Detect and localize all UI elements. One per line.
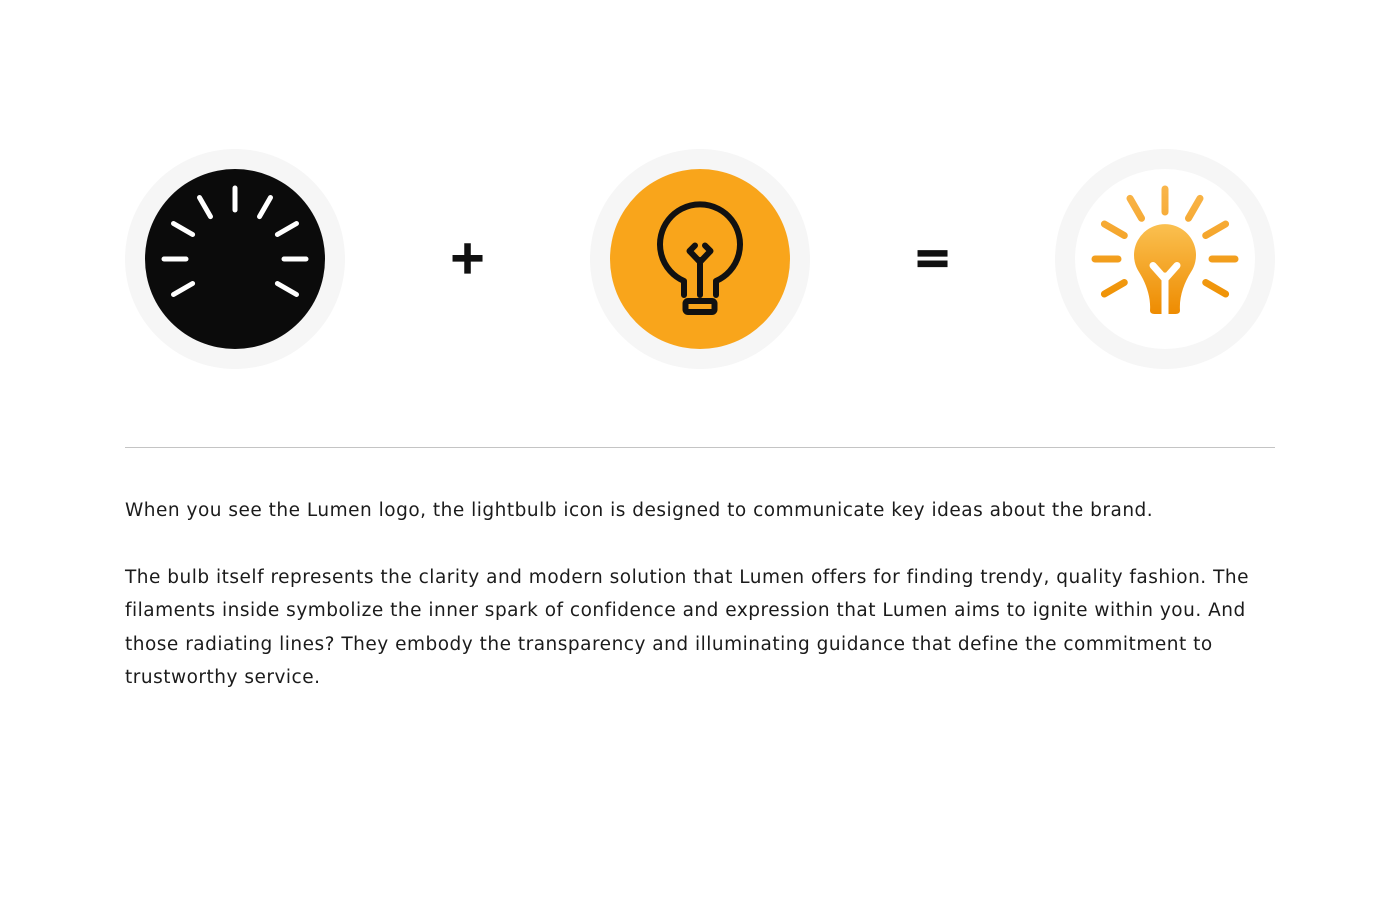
divider <box>125 447 1275 448</box>
equals-operator: = <box>913 230 952 284</box>
lumen-glowing-bulb-icon <box>1055 149 1275 369</box>
brand-logo-meaning-section <box>125 0 1275 695</box>
logo-equation-row <box>125 149 1275 369</box>
radiating-lines-icon <box>125 149 345 369</box>
plus-operator: + <box>448 230 487 284</box>
body-paragraph: The bulb itself represents the clarity and modern solution that Lumen offers for finding trendy, quality fashion. The filaments inside symbolize the inner spark of confidence and expression that Lumen aims to ignite within you. And those radiating lines? They embody the transparency and illuminating guidance that define the commitment to trustworthy service. <box>125 566 1249 688</box>
logo-explanation-copy <box>125 494 1275 695</box>
lightbulb-outline-icon <box>590 149 810 369</box>
intro-paragraph: When you see the Lumen logo, the lightbulb icon is designed to communicate key ideas about the brand. <box>125 500 1154 521</box>
